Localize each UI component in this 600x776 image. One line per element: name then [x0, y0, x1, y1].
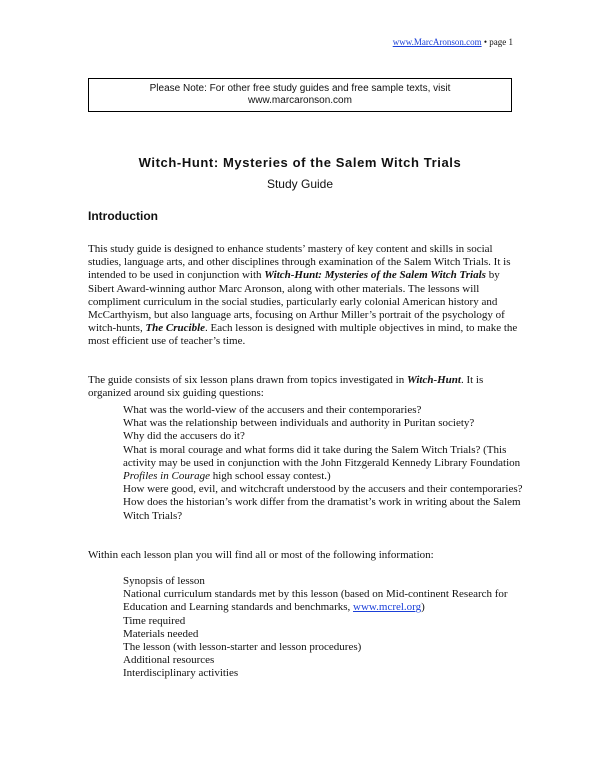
document-subtitle: Study Guide [266, 177, 334, 191]
list-item: What was the relationship between individuals and authority in Puritan society? [123, 417, 475, 430]
list-item: Why did the accusers do it? [123, 430, 245, 443]
intro-paragraph [88, 243, 518, 349]
lesson-intro: Within each lesson plan you will find all or most of the following information: [88, 549, 434, 561]
list-item: How does the historian’s work differ from the dramatist’s work in writing about the Salem Witch Trials? [123, 496, 521, 522]
lesson-components-list [123, 575, 523, 681]
list-item: Synopsis of lesson [123, 575, 205, 587]
list-item: Additional resources [123, 654, 215, 667]
question-4-text-2: high school essay contest.) [209, 470, 331, 483]
guide-text-1: The guide consists of six lesson plans drawn from topics investigated in [88, 374, 407, 386]
book-title: Witch-Hunt: Mysteries of the Salem Witch Trials [264, 269, 486, 282]
page-header [393, 37, 513, 48]
document-title: Witch-Hunt: Mysteries of the Salem Witch Trials [138, 155, 462, 170]
list-item: Interdisciplinary activities [123, 667, 239, 680]
list-item: Materials needed [123, 627, 199, 640]
guide-paragraph [88, 374, 518, 400]
notice-line-1: Please Note: For other free study guides and free sample texts, visit [149, 83, 451, 94]
intro-text-1: This study guide is designed to enhance students’ mastery of key content and skills in social studies, language arts, and other disciplines through examination of the Salem Witch Trials. It is intended to be used in conjunction with [88, 243, 511, 282]
question-4-text-1: What is moral courage and what forms did it take during the Salem Witch Trials? (This activity may be used in conjunction with the John Fitzgerald Kennedy Library Foundation [123, 443, 521, 469]
intro-text-3: . Each lesson is designed with multiple objectives in mind, to make the most efficient use of teacher’s time. [88, 322, 518, 348]
crucible-title: The Crucible [145, 322, 206, 335]
standards-text: National curriculum standards met by this lesson (based on Mid-continent Research for Education and Learning standards and benchmarks, [123, 588, 508, 614]
profiles-in-courage-title: Profiles in Courage [123, 470, 210, 483]
notice-box [88, 78, 512, 112]
guiding-questions-list [123, 404, 523, 523]
list-item [123, 444, 523, 484]
intro-text-2: by Sibert Award-winning author Marc Aronson, along with other materials. The lessons will compliment curriculum in the social studies, particularly early colonial American history and McCarthyism, but also language arts, focusing on Arthur Miller’s portrait of the psychology of witch-hunts, [88, 269, 505, 335]
page-number: • page 1 [481, 37, 513, 47]
list-item: The lesson (with lesson-starter and lesson procedures) [123, 641, 362, 654]
website-link[interactable]: www.MarcAronson.com [392, 37, 482, 47]
introduction-heading: Introduction [88, 209, 158, 223]
notice-line-2: www.marcaronson.com [248, 95, 352, 106]
list-item [123, 588, 523, 614]
list-item: Time required [123, 614, 186, 627]
mcrel-link[interactable]: www.mcrel.org [353, 601, 422, 614]
standards-text-end: ) [421, 601, 425, 614]
guide-text-2: . It is organized around six guiding questions: [88, 374, 484, 400]
book-title-short: Witch-Hunt [406, 374, 461, 386]
list-item: What was the world-view of the accusers and their contemporaries? [123, 404, 422, 416]
list-item: How were good, evil, and witchcraft understood by the accusers and their contemporaries? [123, 483, 523, 496]
